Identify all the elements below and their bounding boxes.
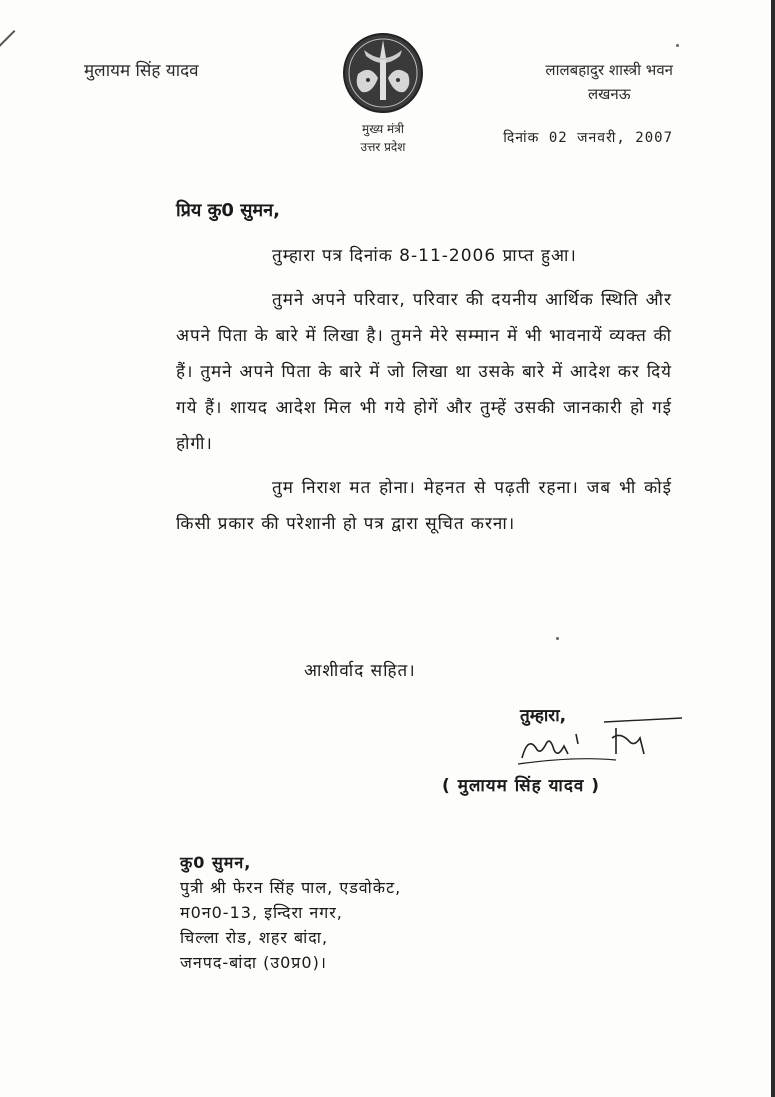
office-title	[340, 120, 426, 156]
address-line-1: लालबहादुर शास्त्री भवन	[545, 61, 673, 79]
recipient-line-5: जनपद-बांदा (उ0प्र0)।	[180, 953, 327, 972]
pen-mark	[0, 30, 15, 63]
body-paragraph-1: तुम्हारा पत्र दिनांक 8-11-2006 प्राप्त हुआ।	[272, 246, 577, 266]
office-line-2: उत्तर प्रदेश	[360, 140, 406, 154]
handwritten-signature-icon	[516, 714, 686, 770]
letter-date: दिनांक 02 जनवरी, 2007	[503, 130, 673, 146]
signer-name: ( मुलायम सिंह यादव )	[442, 776, 600, 796]
address-line-2: लखनऊ	[587, 85, 631, 103]
scan-edge	[771, 0, 775, 1097]
recipient-line-3: म0न0-13, इन्दिरा नगर,	[180, 903, 343, 922]
up-state-emblem-icon	[342, 32, 424, 114]
recipient-line-1: कु0 सुमन,	[180, 853, 252, 872]
recipient-line-2: पुत्री श्री फेरन सिंह पाल, एडवोकेट,	[180, 878, 402, 897]
body-paragraph-2: तुमने अपने परिवार, परिवार की दयनीय आर्थिक स्थिति और अपने पिता के बारे में लिखा है। तुमने मेरे सम्मान में भी भावनायें व्यक्त की हैं। तुमने अपने पिता के बारे में जो लिखा था उसके बारे में आदेश कर दिये गये हैं। शायद आदेश मिल भी गये होगें और तुम्हें उसकी जानकारी हो गई होगी।	[176, 290, 672, 454]
closing: तुम्हारा,	[520, 706, 567, 726]
letterhead-sender-name: मुलायम सिंह यादव	[84, 61, 199, 81]
blessing: आशीर्वाद सहित।	[304, 661, 416, 681]
scan-speck	[676, 44, 679, 47]
recipient-address	[180, 850, 401, 975]
body-paragraph-3: तुम निराश मत होना। मेहनत से पढ़ती रहना। जब भी कोई किसी प्रकार की परेशानी हो पत्र द्वारा सूचित करना।	[176, 478, 672, 534]
salutation: प्रिय कु0 सुमन,	[176, 200, 280, 221]
letter-body	[176, 238, 672, 550]
letterhead-address	[545, 58, 673, 106]
office-line-1: मुख्य मंत्री	[362, 122, 404, 136]
scan-speck	[556, 637, 559, 640]
recipient-line-4: चिल्ला रोड, शहर बांदा,	[180, 928, 329, 947]
